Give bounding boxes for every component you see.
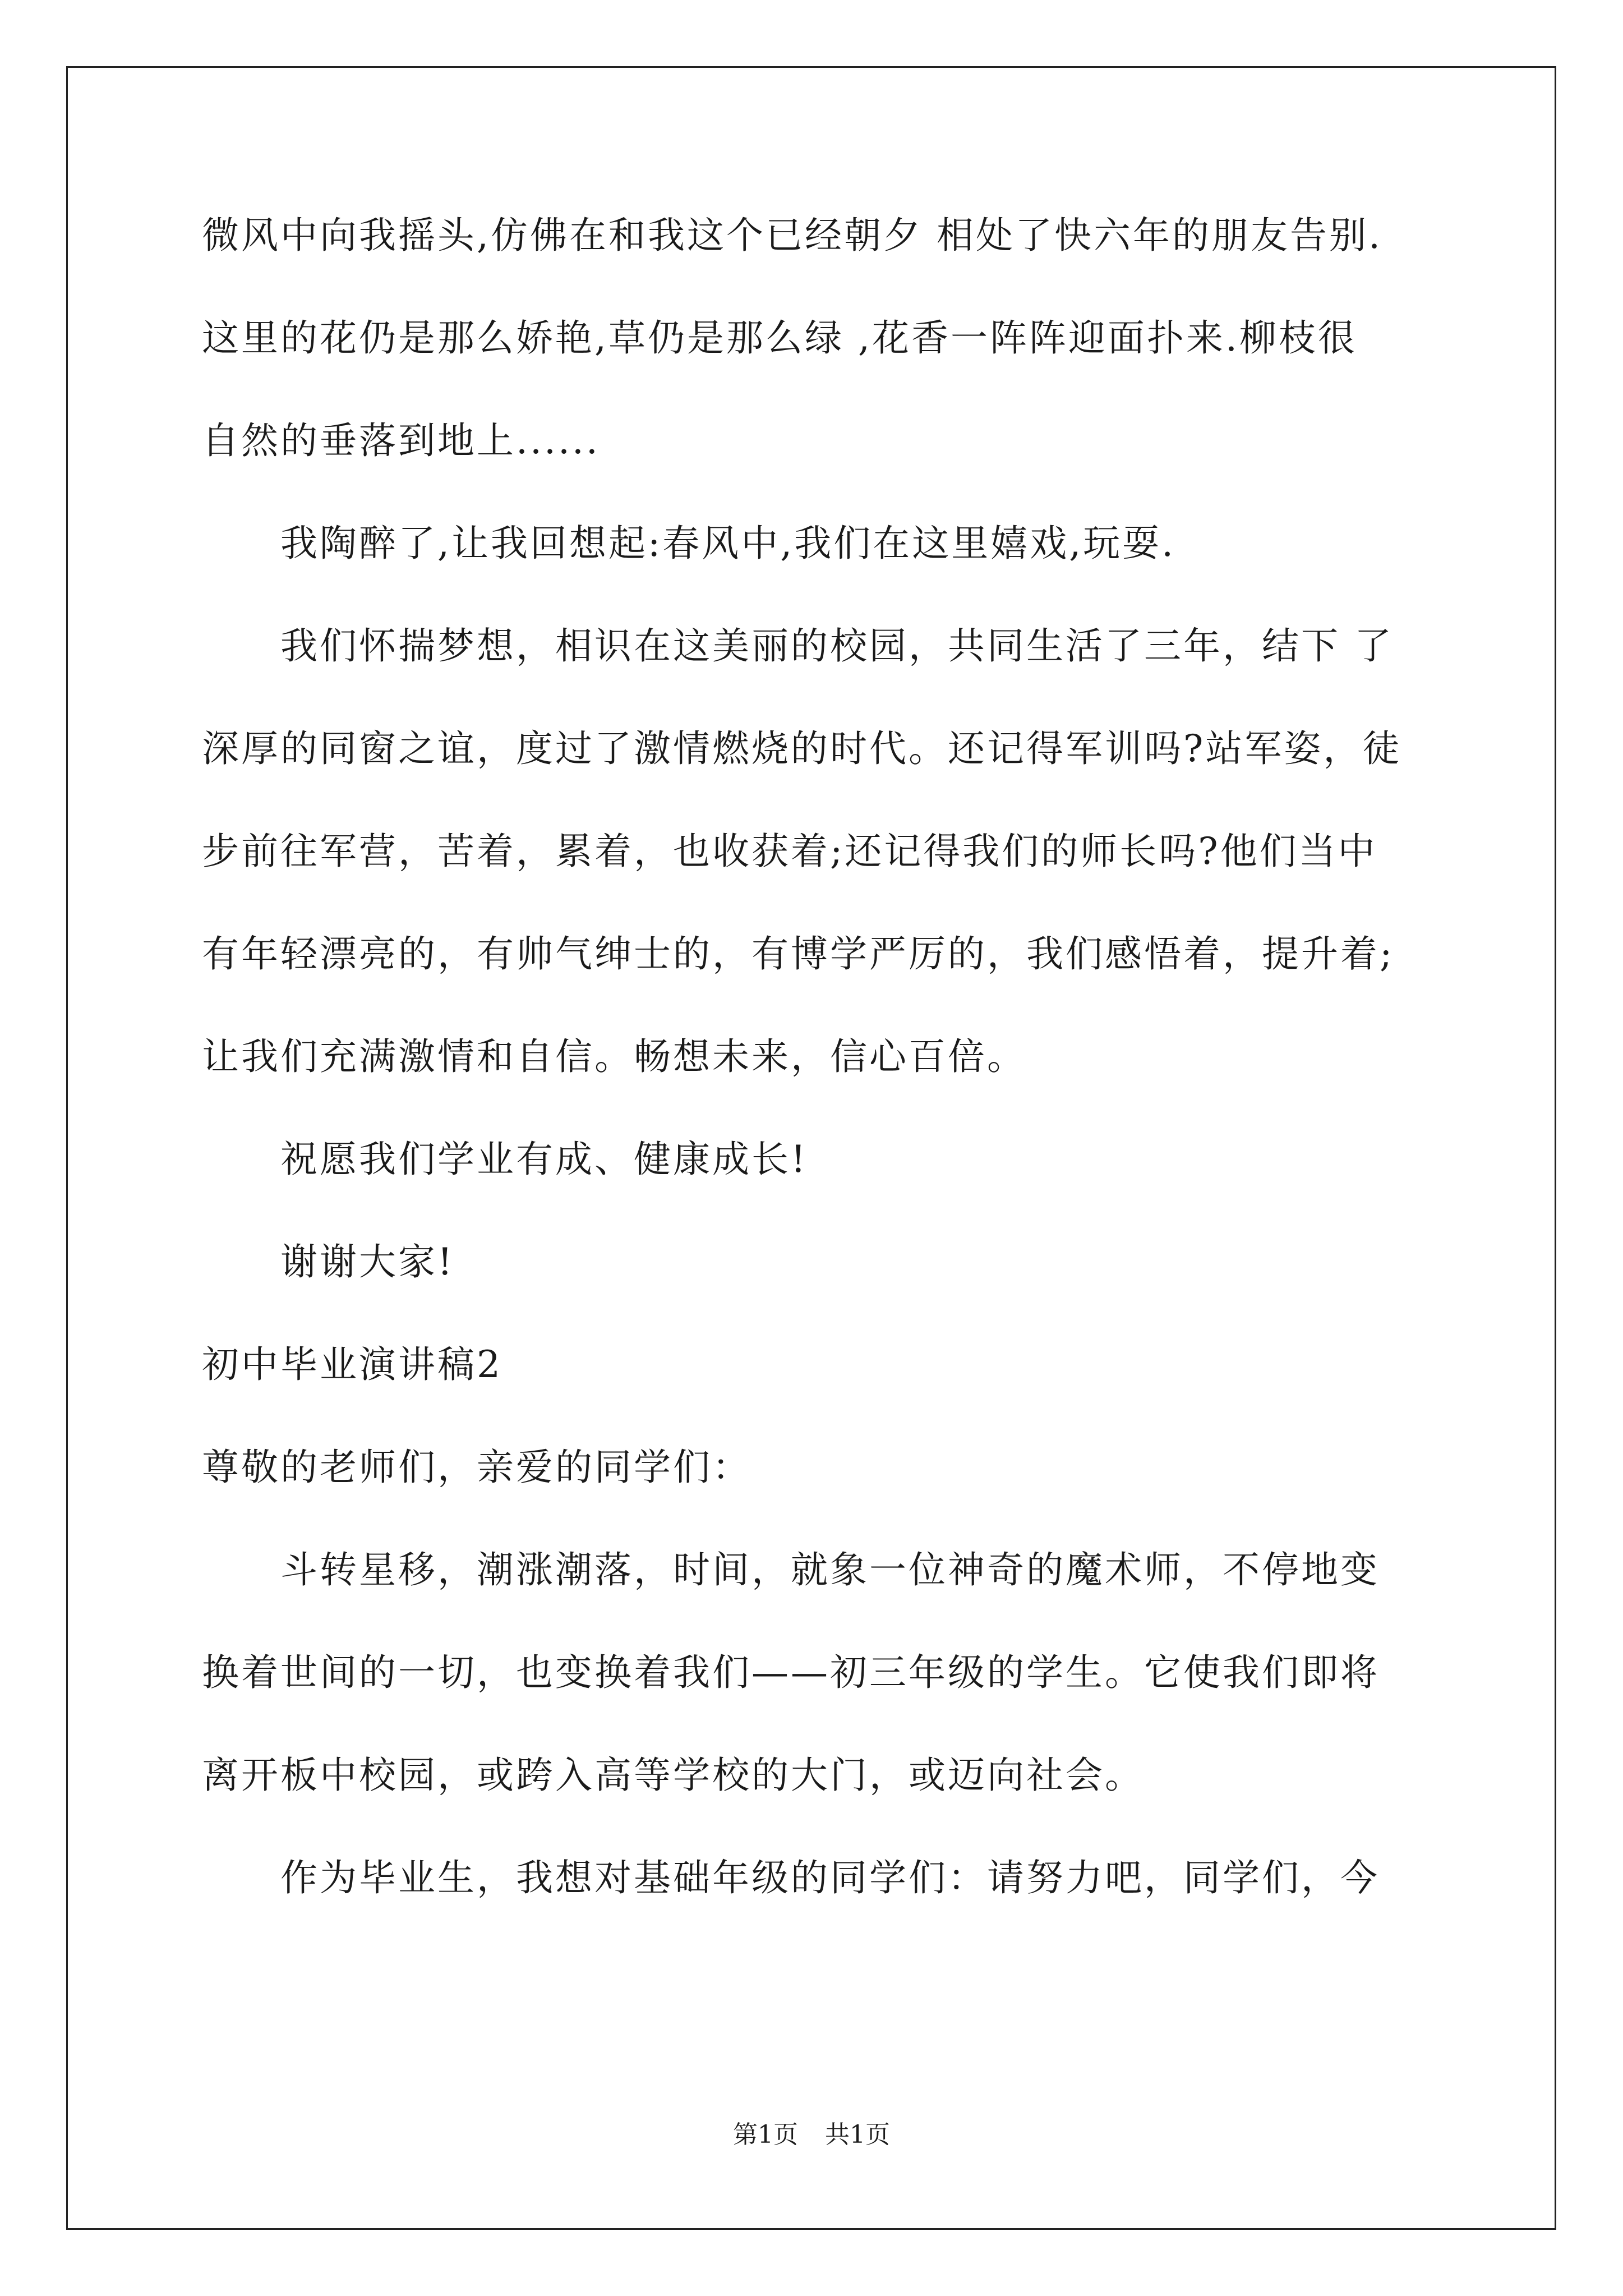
paragraph-start-line: 作为毕业生，我想对基础年级的同学们：请努力吧，同学们，今 xyxy=(280,1856,1380,1899)
document-body xyxy=(202,208,1458,1953)
text-line: 有年轻漂亮的，有帅气绅士的，有博学严厉的，我们感悟着，提升着; xyxy=(202,932,1395,976)
page-number-current: 第1页 xyxy=(733,2120,798,2149)
paragraph-start-line: 祝愿我们学业有成、健康成长! xyxy=(280,1138,808,1181)
section-title: 初中毕业演讲稿2 xyxy=(202,1343,502,1386)
text-line: 深厚的同窗之谊，度过了激情燃烧的时代。还记得军训吗?站军姿，徒 xyxy=(202,727,1402,770)
paragraph-start-line: 我们怀揣梦想，相识在这美丽的校园，共同生活了三年，结下 了 xyxy=(280,624,1394,668)
salutation-line: 尊敬的老师们，亲爱的同学们： xyxy=(202,1446,751,1489)
text-line: 步前往军营，苦着，累着，也收获着;还记得我们的师长吗?他们当中 xyxy=(202,830,1377,873)
text-line: 离开板中校园，或跨入高等学校的大门，或迈向社会。 xyxy=(202,1754,1144,1797)
text-line: 让我们充满激情和自信。畅想未来，信心百倍。 xyxy=(202,1035,1026,1078)
text-line: 自然的垂落到地上...... xyxy=(202,419,600,462)
text-line: 这里的花仍是那么娇艳,草仍是那么绿 ,花香一阵阵迎面扑来.柳枝很 xyxy=(202,316,1357,360)
paragraph-start-line: 谢谢大家! xyxy=(280,1240,455,1283)
page-footer xyxy=(0,2118,1623,2152)
text-line: 微风中向我摇头,仿佛在和我这个已经朝夕 相处了快六年的朋友告别. xyxy=(202,214,1382,257)
paragraph-start-line: 斗转星移，潮涨潮落，时间，就象一位神奇的魔术师，不停地变 xyxy=(280,1548,1380,1591)
text-line: 换着世间的一切，也变换着我们——初三年级的学生。它使我们即将 xyxy=(202,1651,1380,1694)
paragraph-start-line: 我陶醉了,让我回想起:春风中,我们在这里嬉戏,玩耍. xyxy=(280,522,1176,565)
page-number-total: 共1页 xyxy=(825,2120,890,2149)
